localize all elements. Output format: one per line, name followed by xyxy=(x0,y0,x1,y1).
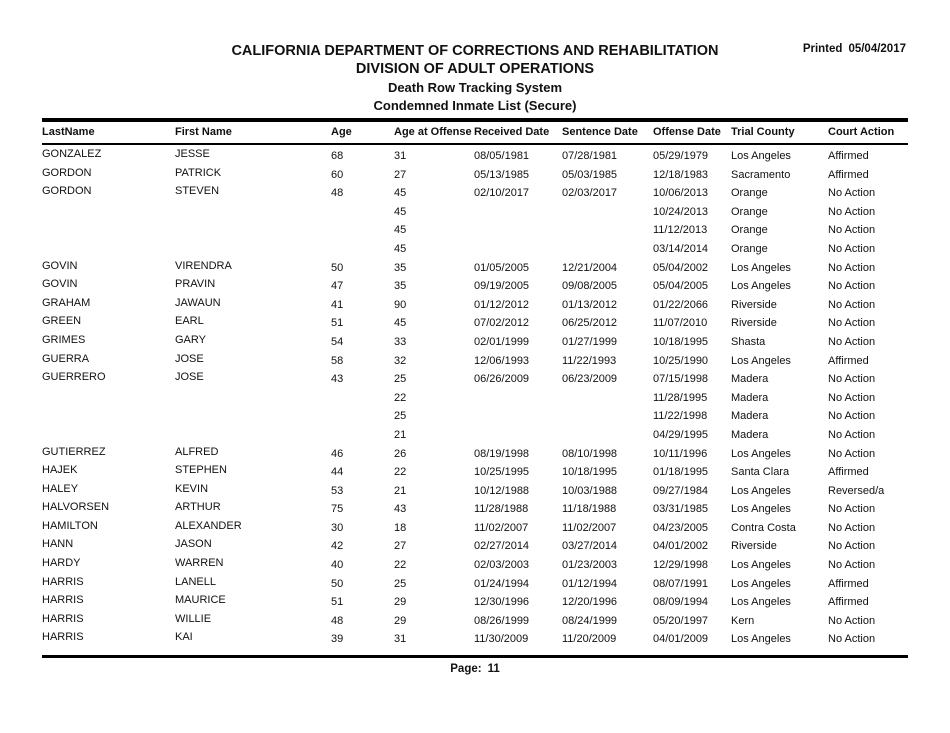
trial-county-cell: Sacramento xyxy=(731,168,791,181)
received-date-cell: 10/12/1988 xyxy=(474,484,530,497)
court-action-cell: No Action xyxy=(828,614,876,627)
received-date-cell: 12/30/1996 xyxy=(474,596,530,609)
printed-label: Printed xyxy=(802,43,843,55)
top-rule xyxy=(42,118,908,122)
last-name-cell: GRAHAM xyxy=(42,296,91,309)
offense-date-cell: 11/07/2010 xyxy=(653,317,708,330)
table-row xyxy=(0,629,950,648)
court-action-cell: No Action xyxy=(828,224,876,237)
age-at-offense-cell: 45 xyxy=(394,187,407,200)
trial-county-cell: Madera xyxy=(731,391,769,404)
age-cell: 42 xyxy=(331,540,344,553)
received-date-cell: 08/26/1999 xyxy=(474,614,530,627)
offense-date-cell: 03/14/2014 xyxy=(653,242,709,255)
trial-county-cell: Riverside xyxy=(731,298,777,311)
last-name-cell: HAJEK xyxy=(42,464,78,477)
first-name-cell: KEVIN xyxy=(175,482,209,495)
offense-date-cell: 10/06/2013 xyxy=(653,187,709,200)
received-date-cell: 01/24/1994 xyxy=(474,577,530,590)
court-action-cell: No Action xyxy=(828,280,876,293)
table-row xyxy=(0,555,950,574)
offense-date-cell: 11/28/1995 xyxy=(653,391,708,404)
sentence-date-cell: 09/08/2005 xyxy=(562,280,618,293)
table-row xyxy=(0,202,950,221)
age-cell: 46 xyxy=(331,447,344,460)
age-at-offense-cell: 35 xyxy=(394,280,407,293)
trial-county-cell: Los Angeles xyxy=(731,484,791,497)
table-row xyxy=(0,146,950,165)
first-name-cell: STEPHEN xyxy=(175,464,227,477)
age-at-offense-cell: 27 xyxy=(394,168,407,181)
court-action-cell: No Action xyxy=(828,410,876,423)
last-name-cell: GORDON xyxy=(42,166,92,179)
trial-county-cell: Madera xyxy=(731,373,769,386)
last-name-cell: GORDON xyxy=(42,185,92,198)
column-header-age: Age xyxy=(331,126,352,138)
last-name-cell: GONZALEZ xyxy=(42,148,102,160)
received-date-cell: 07/02/2012 xyxy=(474,317,530,330)
offense-date-cell: 11/22/1998 xyxy=(653,410,708,423)
offense-date-cell: 07/15/1998 xyxy=(653,373,709,386)
age-cell: 60 xyxy=(331,168,344,181)
age-at-offense-cell: 35 xyxy=(394,261,407,274)
first-name-cell: JOSE xyxy=(175,352,204,365)
table-row xyxy=(0,574,950,593)
age-at-offense-cell: 26 xyxy=(394,447,407,460)
age-cell: 43 xyxy=(331,373,344,386)
age-at-offense-cell: 45 xyxy=(394,205,407,218)
age-cell: 53 xyxy=(331,484,344,497)
last-name-cell: HALVORSEN xyxy=(42,501,110,514)
first-name-cell: WARREN xyxy=(175,557,224,570)
table-row xyxy=(0,276,950,295)
offense-date-cell: 04/01/2009 xyxy=(653,633,709,646)
court-action-cell: No Action xyxy=(828,187,876,200)
report-system: Death Row Tracking System xyxy=(387,80,563,95)
age-cell: 51 xyxy=(331,596,344,609)
table-row xyxy=(0,425,950,444)
table-row xyxy=(0,258,950,277)
table-row xyxy=(0,592,950,611)
table-row xyxy=(0,220,950,239)
age-cell: 47 xyxy=(331,280,344,293)
trial-county-cell: Madera xyxy=(731,410,769,423)
page-label: Page: xyxy=(450,663,482,675)
sentence-date-cell: 10/18/1995 xyxy=(562,466,618,479)
sentence-date-cell: 08/10/1998 xyxy=(562,447,618,460)
trial-county-cell: Orange xyxy=(731,224,768,237)
age-cell: 41 xyxy=(331,298,344,311)
age-at-offense-cell: 21 xyxy=(394,428,407,441)
trial-county-cell: Riverside xyxy=(731,317,777,330)
court-action-cell: Affirmed xyxy=(828,577,869,590)
court-action-cell: No Action xyxy=(828,447,876,460)
sentence-date-cell: 11/22/1993 xyxy=(562,354,617,367)
received-date-cell: 11/30/2009 xyxy=(474,633,529,646)
last-name-cell: HARRIS xyxy=(42,631,84,644)
court-action-cell: Affirmed xyxy=(828,150,869,162)
age-at-offense-cell: 25 xyxy=(394,410,407,423)
last-name-cell: GRIMES xyxy=(42,333,86,346)
trial-county-cell: Los Angeles xyxy=(731,354,791,367)
column-header-lastname: LastName xyxy=(42,126,95,138)
offense-date-cell: 04/01/2002 xyxy=(653,540,709,553)
age-at-offense-cell: 33 xyxy=(394,335,407,348)
age-cell: 39 xyxy=(331,633,344,646)
trial-county-cell: Orange xyxy=(731,242,768,255)
age-at-offense-cell: 18 xyxy=(394,521,407,534)
received-date-cell: 11/02/2007 xyxy=(474,521,529,534)
offense-date-cell: 10/11/1996 xyxy=(653,447,708,460)
offense-date-cell: 04/29/1995 xyxy=(653,428,709,441)
court-action-cell: No Action xyxy=(828,335,876,348)
sentence-date-cell: 02/03/2017 xyxy=(562,187,618,200)
last-name-cell: GREEN xyxy=(42,315,82,328)
table-row xyxy=(0,444,950,463)
offense-date-cell: 12/18/1983 xyxy=(653,168,709,181)
received-date-cell: 10/25/1995 xyxy=(474,466,530,479)
trial-county-cell: Los Angeles xyxy=(731,503,791,516)
court-action-cell: Affirmed xyxy=(828,596,869,609)
table-row xyxy=(0,313,950,332)
age-at-offense-cell: 45 xyxy=(394,224,407,237)
first-name-cell: WILLIE xyxy=(175,612,212,625)
court-action-cell: No Action xyxy=(828,205,876,218)
court-action-cell: Affirmed xyxy=(828,466,869,479)
age-cell: 40 xyxy=(331,559,344,572)
offense-date-cell: 11/12/2013 xyxy=(653,224,708,237)
received-date-cell: 05/13/1985 xyxy=(474,168,530,181)
trial-county-cell: Santa Clara xyxy=(731,466,790,479)
first-name-cell: JESSE xyxy=(175,148,210,160)
offense-date-cell: 05/04/2005 xyxy=(653,280,709,293)
age-cell: 54 xyxy=(331,335,344,348)
court-action-cell: No Action xyxy=(828,317,876,330)
last-name-cell: GOVIN xyxy=(42,278,78,291)
first-name-cell: JAWAUN xyxy=(175,296,221,309)
sentence-date-cell: 10/03/1988 xyxy=(562,484,618,497)
offense-date-cell: 01/22/2066 xyxy=(653,298,709,311)
report-division: DIVISION OF ADULT OPERATIONS xyxy=(355,61,595,77)
received-date-cell: 02/10/2017 xyxy=(474,187,530,200)
court-action-cell: Affirmed xyxy=(828,354,869,367)
offense-date-cell: 10/24/2013 xyxy=(653,205,709,218)
age-at-offense-cell: 45 xyxy=(394,317,407,330)
column-header-received-date: Received Date xyxy=(474,126,550,138)
table-row xyxy=(0,536,950,555)
received-date-cell: 01/12/2012 xyxy=(474,298,530,311)
table-row xyxy=(0,295,950,314)
offense-date-cell: 09/27/1984 xyxy=(653,484,709,497)
age-at-offense-cell: 29 xyxy=(394,596,407,609)
column-header-offense-date: Offense Date xyxy=(653,126,721,138)
first-name-cell: GARY xyxy=(175,333,206,346)
first-name-cell: PRAVIN xyxy=(175,278,216,291)
trial-county-cell: Kern xyxy=(731,614,755,627)
last-name-cell: HAMILTON xyxy=(42,519,98,532)
age-at-offense-cell: 22 xyxy=(394,391,407,404)
first-name-cell: MAURICE xyxy=(175,594,226,607)
printed-stamp xyxy=(803,43,906,55)
trial-county-cell: Orange xyxy=(731,187,768,200)
age-cell: 50 xyxy=(331,261,344,274)
first-name-cell: JASON xyxy=(175,538,212,551)
court-action-cell: No Action xyxy=(828,242,876,255)
age-at-offense-cell: 22 xyxy=(394,559,407,572)
trial-county-cell: Contra Costa xyxy=(731,521,796,534)
offense-date-cell: 08/09/1994 xyxy=(653,596,709,609)
court-action-cell: No Action xyxy=(828,391,876,404)
age-at-offense-cell: 31 xyxy=(394,150,407,162)
first-name-cell: EARL xyxy=(175,315,204,328)
column-header-firstname: First Name xyxy=(175,126,232,138)
sentence-date-cell: 01/13/2012 xyxy=(562,298,618,311)
offense-date-cell: 05/04/2002 xyxy=(653,261,709,274)
table-row xyxy=(0,406,950,425)
report-subtitle: Condemned Inmate List (Secure) xyxy=(373,98,577,113)
offense-date-cell: 05/20/1997 xyxy=(653,614,709,627)
first-name-cell: VIRENDRA xyxy=(175,259,232,272)
offense-date-cell: 01/18/1995 xyxy=(653,466,709,479)
table-row xyxy=(0,518,950,537)
last-name-cell: GUTIERREZ xyxy=(42,445,106,458)
table-row xyxy=(0,239,950,258)
received-date-cell: 09/19/2005 xyxy=(474,280,530,293)
court-action-cell: No Action xyxy=(828,559,876,572)
sentence-date-cell: 11/18/1988 xyxy=(562,503,617,516)
first-name-cell: ALEXANDER xyxy=(175,519,242,532)
trial-county-cell: Los Angeles xyxy=(731,280,791,293)
age-at-offense-cell: 21 xyxy=(394,484,407,497)
age-at-offense-cell: 90 xyxy=(394,298,407,311)
first-name-cell: STEVEN xyxy=(175,185,220,198)
table-row xyxy=(0,165,950,184)
received-date-cell: 11/28/1988 xyxy=(474,503,529,516)
offense-date-cell: 12/29/1998 xyxy=(653,559,709,572)
age-cell: 48 xyxy=(331,614,344,627)
column-header-trial-county: Trial County xyxy=(731,126,795,138)
table-row xyxy=(0,388,950,407)
court-action-cell: No Action xyxy=(828,633,876,646)
table-row xyxy=(0,183,950,202)
last-name-cell: HARRIS xyxy=(42,575,84,588)
sentence-date-cell: 01/27/1999 xyxy=(562,335,618,348)
sentence-date-cell: 07/28/1981 xyxy=(562,150,618,162)
sentence-date-cell: 06/23/2009 xyxy=(562,373,618,386)
age-at-offense-cell: 22 xyxy=(394,466,407,479)
received-date-cell: 08/19/1998 xyxy=(474,447,530,460)
sentence-date-cell: 12/20/1996 xyxy=(562,596,618,609)
table-row xyxy=(0,332,950,351)
column-header-sentence-date: Sentence Date xyxy=(562,126,638,138)
age-at-offense-cell: 31 xyxy=(394,633,407,646)
age-cell: 75 xyxy=(331,503,344,516)
court-action-cell: No Action xyxy=(828,521,876,534)
trial-county-cell: Madera xyxy=(731,428,769,441)
received-date-cell: 02/27/2014 xyxy=(474,540,530,553)
trial-county-cell: Los Angeles xyxy=(731,261,791,274)
sentence-date-cell: 08/24/1999 xyxy=(562,614,618,627)
trial-county-cell: Los Angeles xyxy=(731,577,791,590)
age-at-offense-cell: 25 xyxy=(394,577,407,590)
age-at-offense-cell: 29 xyxy=(394,614,407,627)
table-row xyxy=(0,499,950,518)
last-name-cell: GUERRA xyxy=(42,352,90,365)
age-cell: 50 xyxy=(331,577,344,590)
offense-date-cell: 08/07/1991 xyxy=(653,577,709,590)
first-name-cell: KAI xyxy=(175,631,193,644)
first-name-cell: ARTHUR xyxy=(175,501,221,514)
court-action-cell: No Action xyxy=(828,298,876,311)
received-date-cell: 08/05/1981 xyxy=(474,150,530,162)
age-at-offense-cell: 32 xyxy=(394,354,407,367)
bottom-rule xyxy=(42,655,908,658)
trial-county-cell: Los Angeles xyxy=(731,633,791,646)
sentence-date-cell: 03/27/2014 xyxy=(562,540,618,553)
first-name-cell: PATRICK xyxy=(175,166,222,179)
court-action-cell: No Action xyxy=(828,428,876,441)
age-at-offense-cell: 25 xyxy=(394,373,407,386)
offense-date-cell: 10/25/1990 xyxy=(653,354,709,367)
table-row xyxy=(0,611,950,630)
trial-county-cell: Orange xyxy=(731,205,768,218)
column-header-court-action: Court Action xyxy=(828,126,895,138)
age-cell: 68 xyxy=(331,150,344,162)
last-name-cell: GOVIN xyxy=(42,259,78,272)
court-action-cell: No Action xyxy=(828,373,876,386)
table-row xyxy=(0,481,950,500)
inmate-table-body xyxy=(0,146,950,648)
age-at-offense-cell: 43 xyxy=(394,503,407,516)
received-date-cell: 12/06/1993 xyxy=(474,354,530,367)
table-row xyxy=(0,351,950,370)
sentence-date-cell: 11/02/2007 xyxy=(562,521,617,534)
court-action-cell: No Action xyxy=(828,261,876,274)
trial-county-cell: Shasta xyxy=(731,335,766,348)
age-cell: 51 xyxy=(331,317,344,330)
sentence-date-cell: 01/12/1994 xyxy=(562,577,618,590)
sentence-date-cell: 01/23/2003 xyxy=(562,559,618,572)
first-name-cell: LANELL xyxy=(175,575,216,588)
first-name-cell: JOSE xyxy=(175,371,204,384)
received-date-cell: 02/01/1999 xyxy=(474,335,530,348)
table-row xyxy=(0,369,950,388)
trial-county-cell: Los Angeles xyxy=(731,447,791,460)
first-name-cell: ALFRED xyxy=(175,445,219,458)
trial-county-cell: Los Angeles xyxy=(731,150,791,162)
sentence-date-cell: 11/20/2009 xyxy=(562,633,617,646)
sentence-date-cell: 12/21/2004 xyxy=(562,261,618,274)
received-date-cell: 02/03/2003 xyxy=(474,559,530,572)
printed-date: 05/04/2017 xyxy=(848,43,906,55)
trial-county-cell: Los Angeles xyxy=(731,559,791,572)
court-action-cell: Affirmed xyxy=(828,168,869,181)
received-date-cell: 06/26/2009 xyxy=(474,373,530,386)
trial-county-cell: Riverside xyxy=(731,540,777,553)
last-name-cell: HARRIS xyxy=(42,594,84,607)
received-date-cell: 01/05/2005 xyxy=(474,261,530,274)
last-name-cell: GUERRERO xyxy=(42,371,106,384)
offense-date-cell: 05/29/1979 xyxy=(653,150,709,162)
last-name-cell: HARDY xyxy=(42,557,81,570)
offense-date-cell: 03/31/1985 xyxy=(653,503,709,516)
offense-date-cell: 10/18/1995 xyxy=(653,335,709,348)
age-cell: 58 xyxy=(331,354,344,367)
offense-date-cell: 04/23/2005 xyxy=(653,521,709,534)
trial-county-cell: Los Angeles xyxy=(731,596,791,609)
age-at-offense-cell: 27 xyxy=(394,540,407,553)
age-cell: 44 xyxy=(331,466,344,479)
age-cell: 48 xyxy=(331,187,344,200)
sentence-date-cell: 06/25/2012 xyxy=(562,317,618,330)
court-action-cell: No Action xyxy=(828,540,876,553)
column-header-age-at-offense: Age at Offense xyxy=(394,126,472,138)
table-row xyxy=(0,462,950,481)
page-number: 11 xyxy=(487,663,500,675)
last-name-cell: HALEY xyxy=(42,482,79,495)
report-title: CALIFORNIA DEPARTMENT OF CORRECTIONS AND REHABILITATION xyxy=(231,43,719,59)
header-rule xyxy=(42,143,908,145)
age-at-offense-cell: 45 xyxy=(394,242,407,255)
court-action-cell: No Action xyxy=(828,503,876,516)
page-footer xyxy=(0,663,950,675)
sentence-date-cell: 05/03/1985 xyxy=(562,168,618,181)
last-name-cell: HARRIS xyxy=(42,612,84,625)
last-name-cell: HANN xyxy=(42,538,74,551)
age-cell: 30 xyxy=(331,521,344,534)
court-action-cell: Reversed/a xyxy=(828,484,885,497)
